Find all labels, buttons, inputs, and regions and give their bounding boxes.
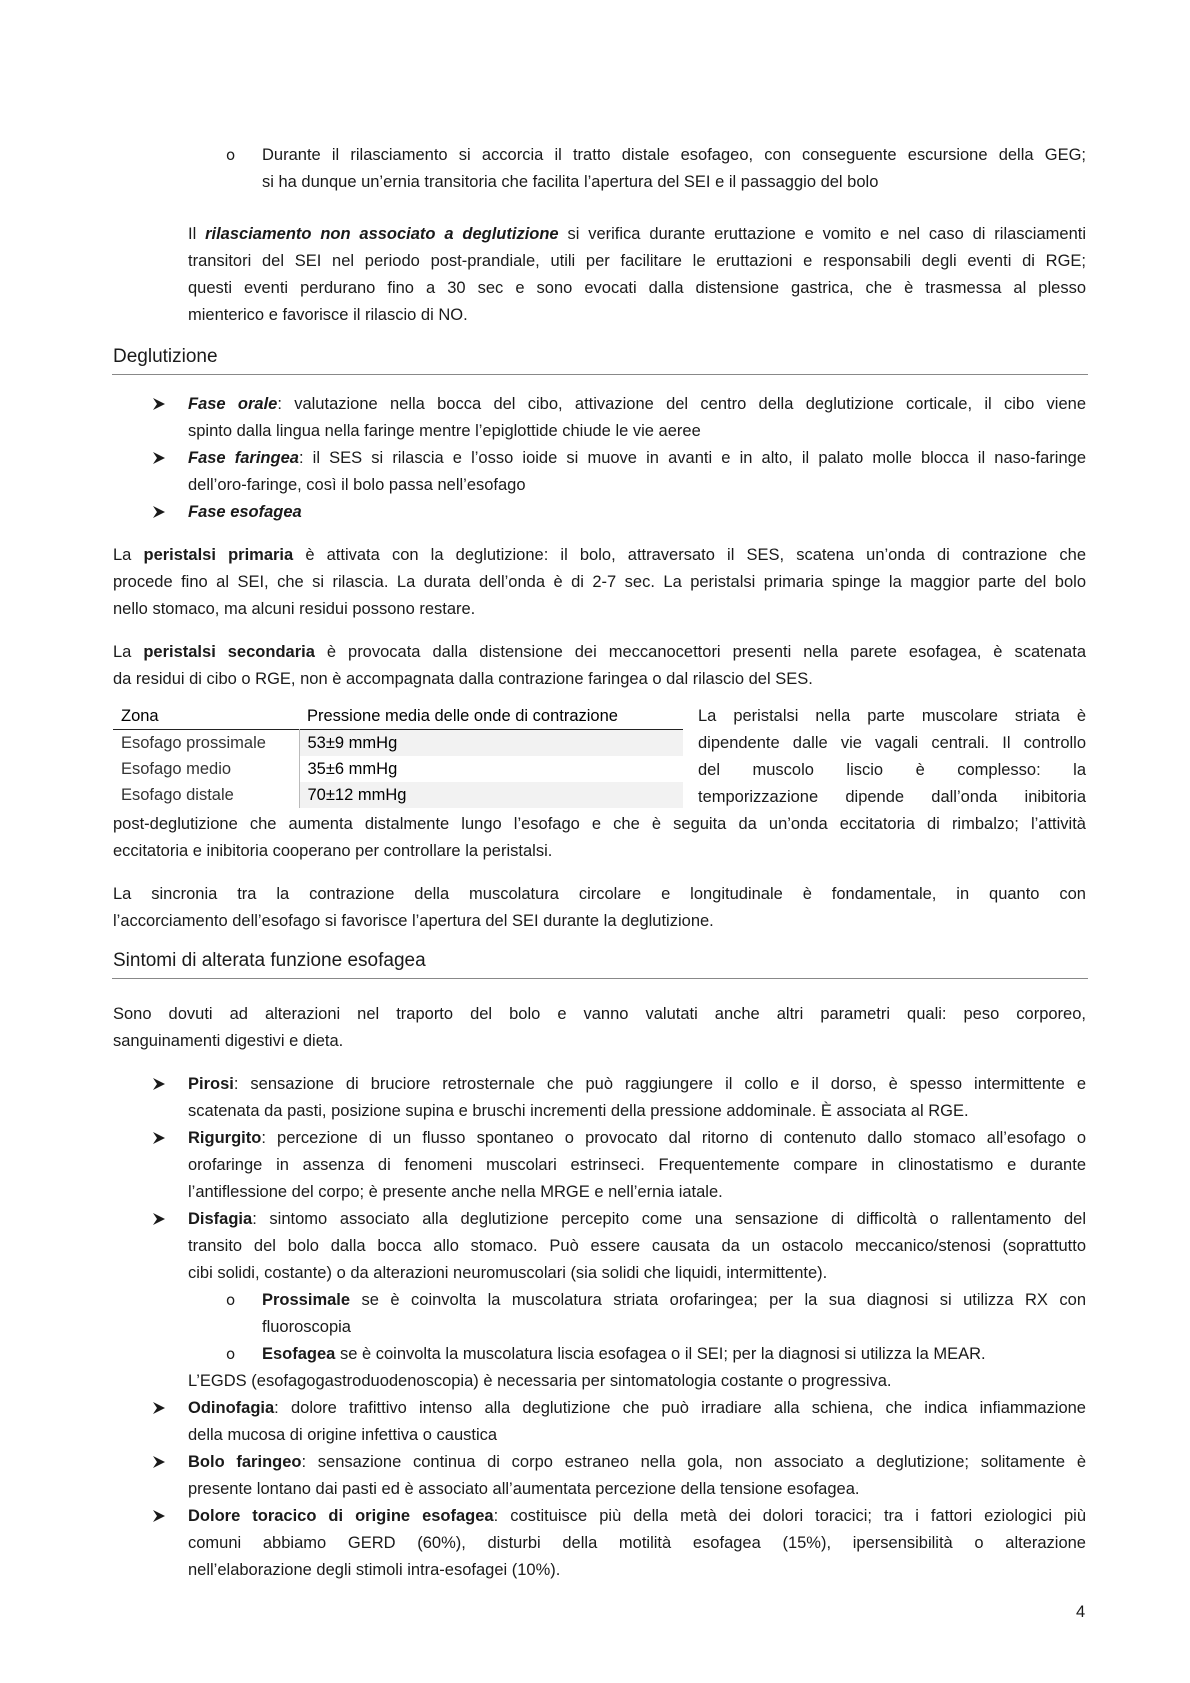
arrow-bullet-icon [152, 451, 166, 465]
arrow-bullet-icon [152, 1131, 166, 1145]
table-cell: Esofago distale [113, 782, 299, 808]
text: è provocata dalla distensione dei meccanocettori presenti nella parete esofagea, è scatenata [314, 643, 1086, 661]
text: : sensazione continua di corpo estraneo nella gola, non associato a deglutizione; solitamente è [301, 1453, 1086, 1471]
list-item-line: transito del bolo dalla bocca allo stomaco. Può essere causata da un ostacolo meccanico/stenosi (soprattutto [188, 1237, 1086, 1255]
list-item-line [188, 1074, 1086, 1094]
section-heading: Sintomi di alterata funzione esofagea [113, 950, 426, 971]
list-item-line: spinto dalla lingua nella faringe mentre l’epiglottide chiude le vie aeree [188, 422, 701, 440]
bold-term: Rigurgito [188, 1129, 262, 1147]
section-heading: Deglutizione [113, 346, 218, 367]
table-cell: 53±9 mmHg [299, 730, 683, 757]
arrow-bullet-icon [152, 1455, 166, 1469]
paragraph-line: post-deglutizione che aumenta distalmente lungo l’esofago e che è seguita da un’onda eccitatoria di rimbalzo; l’attività [113, 815, 1086, 833]
text: La [113, 643, 144, 661]
list-item-line [188, 448, 1086, 468]
list-item-line: presente lontano dai pasti ed è associato all’aumentata percezione della tensione esofagea. [188, 1480, 860, 1498]
list-item-line [188, 1452, 1086, 1472]
paragraph-line: Sono dovuti ad alterazioni nel traporto del bolo e vanno valutati anche altri parametri quali: peso corporeo, [113, 1005, 1086, 1023]
text: La [113, 546, 144, 564]
list-item-line [188, 1506, 1086, 1526]
list-item-line: scatenata da pasti, posizione supina e bruschi incrementi della pressione addominale. È associata al RGE. [188, 1102, 969, 1120]
heading-underline [112, 374, 1088, 375]
arrow-bullet-icon [152, 505, 166, 519]
bold-term: Pirosi [188, 1075, 234, 1093]
emphasis-term: Fase orale [188, 395, 278, 413]
text: : dolore trafittivo intenso alla deglutizione che può irradiare alla schiena, che indica infiammazione [274, 1399, 1086, 1417]
sub-bullet-marker: o [226, 146, 236, 164]
text: è attivata con la deglutizione: il bolo, attraversato il SES, scatena un’onda di contrazione che [293, 546, 1087, 564]
paragraph-line: nello stomaco, ma alcuni residui possono restare. [113, 600, 476, 618]
list-item-line: l’antiflessione del corpo; è presente anche nella MRGE e nell’ernia iatale. [188, 1183, 723, 1201]
list-item-line [188, 1128, 1086, 1148]
bold-term: Esofagea [262, 1345, 336, 1363]
arrow-bullet-icon [152, 1401, 166, 1415]
list-item-line [188, 1398, 1086, 1418]
paragraph-line: procede fino al SEI, che si rilascia. La durata dell’onda è di 2-7 sec. La peristalsi primaria spinge la maggior parte del bolo [113, 573, 1086, 591]
emphasis-term: Fase faringea [188, 449, 299, 467]
text: si verifica durante eruttazione e vomito e nel caso di rilasciamenti [558, 225, 1087, 243]
table-row [113, 730, 683, 757]
table-header-cell: Pressione media delle onde di contrazione [307, 707, 618, 725]
paragraph-line: transitori del SEI nel periodo post-prandiale, utili per facilitare le eruttazioni e responsabili degli eventi di RGE; [188, 252, 1086, 270]
paragraph-line: sanguinamenti digestivi e dieta. [113, 1032, 344, 1050]
text: se è coinvolta la muscolatura liscia esofagea o il SEI; per la diagnosi si utilizza la MEAR. [335, 1345, 986, 1363]
list-item-line: cibi solidi, costante) o da alterazioni neuromuscolari (sia solidi che liquidi, intermittente). [188, 1264, 828, 1282]
text: : valutazione nella bocca del cibo, attivazione del centro della deglutizione corticale, il cibo viene [277, 395, 1086, 413]
text: Durante il rilasciamento si accorcia il tratto distale esofageo, con conseguente escursione della GEG; [262, 146, 1086, 164]
list-item-line [188, 394, 1086, 414]
bold-term: Odinofagia [188, 1399, 275, 1417]
emphasis-term: rilasciamento non associato a deglutizione [205, 225, 559, 243]
paragraph-line: da residui di cibo o RGE, non è accompagnata dalla contrazione faringea o dal rilascio del SES. [113, 670, 813, 688]
paragraph-line [262, 145, 1086, 165]
table-cell: 70±12 mmHg [299, 782, 683, 808]
list-item-line [188, 502, 302, 522]
sub-bullet-marker: o [226, 1291, 236, 1309]
text: : sintomo associato alla deglutizione percepito come una sensazione di difficoltà o rallentamento del [252, 1210, 1086, 1228]
list-item-line: della mucosa di origine infettiva o caustica [188, 1426, 498, 1444]
paragraph-line: mienterico e favorisce il rilascio di NO. [188, 306, 468, 324]
text: : sensazione di bruciore retrosternale che può raggiungere il collo e il dorso, è spesso intermittente e [233, 1075, 1086, 1093]
text: : percezione di un flusso spontaneo o provocato dal ritorno di contenuto dallo stomaco all’esofago o [261, 1129, 1086, 1147]
text: : costituisce più della metà dei dolori toracici; tra i fattori eziologici più [493, 1507, 1087, 1525]
sub-list-item-line [262, 1344, 986, 1364]
heading-underline [112, 978, 1088, 979]
arrow-bullet-icon [152, 1509, 166, 1523]
bold-term: peristalsi primaria [143, 546, 294, 564]
list-item-line: nell’elaborazione degli stimoli intra-esofagei (10%). [188, 1561, 561, 1579]
paragraph-line: La sincronia tra la contrazione della muscolatura circolare e longitudinale è fondamentale, in quanto con [113, 885, 1086, 903]
table-row [113, 782, 683, 808]
arrow-bullet-icon [152, 397, 166, 411]
sub-list-item-line: fluoroscopia [262, 1318, 351, 1336]
page-number: 4 [1076, 1603, 1086, 1621]
paragraph-line: temporizzazione dipende dall’onda inibitoria [698, 788, 1086, 806]
paragraph-line: eccitatoria e inibitoria cooperano per controllare la peristalsi. [113, 842, 553, 860]
bold-term: Bolo faringeo [188, 1453, 302, 1471]
bold-term: Dolore toracico di origine esofagea [188, 1507, 494, 1525]
table-row [113, 756, 683, 782]
arrow-bullet-icon [152, 1212, 166, 1226]
paragraph-line: si ha dunque un’ernia transitoria che facilita l’apertura del SEI e il passaggio del bolo [262, 173, 879, 191]
list-item-line: L’EGDS (esofagogastroduodenoscopia) è necessaria per sintomatologia costante o progressiva. [188, 1372, 892, 1390]
table-header-cell: Zona [121, 707, 159, 725]
sub-bullet-marker: o [226, 1345, 236, 1363]
table-header-row [113, 703, 683, 730]
list-item-line [188, 1209, 1086, 1229]
list-item-line: comuni abbiamo GERD (60%), disturbi della motilità esofagea (15%), ipersensibilità o alterazione [188, 1534, 1086, 1552]
table-cell: 35±6 mmHg [307, 760, 398, 778]
arrow-bullet-icon [152, 1077, 166, 1091]
paragraph-line: La peristalsi nella parte muscolare striata è [698, 707, 1086, 725]
table-cell: Esofago medio [113, 756, 299, 782]
text: se è coinvolta la muscolatura striata orofaringea; per la sua diagnosi si utilizza RX con [350, 1291, 1086, 1309]
text: : il SES si rilascia e l’osso ioide si muove in avanti e in alto, il palato molle blocca il naso-faringe [298, 449, 1086, 467]
paragraph-line [188, 224, 1086, 244]
paragraph-line: dipendente dalle vie vagali centrali. Il controllo [698, 734, 1086, 752]
paragraph-line: questi eventi perdurano fino a 30 sec e sono evocati dalla distensione gastrica, che è trasmessa al plesso [188, 279, 1086, 297]
text: Il [188, 225, 206, 243]
emphasis-term: Fase esofagea [188, 503, 302, 521]
table-cell: Esofago prossimale [113, 730, 299, 757]
list-item-line: dell’oro-faringe, così il bolo passa nell’esofago [188, 476, 526, 494]
paragraph-line: del muscolo liscio è complesso: la [698, 761, 1086, 779]
paragraph-line [113, 642, 1086, 662]
bold-term: Disfagia [188, 1210, 253, 1228]
list-item-line: orofaringe in assenza di fenomeni muscolari estrinseci. Frequentemente compare in clinostatismo e durante [188, 1156, 1086, 1174]
pressure-table [113, 703, 683, 808]
bold-term: peristalsi secondaria [143, 643, 315, 661]
paragraph-line: l’accorciamento dell’esofago si favorisce l’apertura del SEI durante la deglutizione. [113, 912, 714, 930]
sub-list-item-line [262, 1290, 1086, 1310]
paragraph-line [113, 545, 1086, 565]
bold-term: Prossimale [262, 1291, 351, 1309]
